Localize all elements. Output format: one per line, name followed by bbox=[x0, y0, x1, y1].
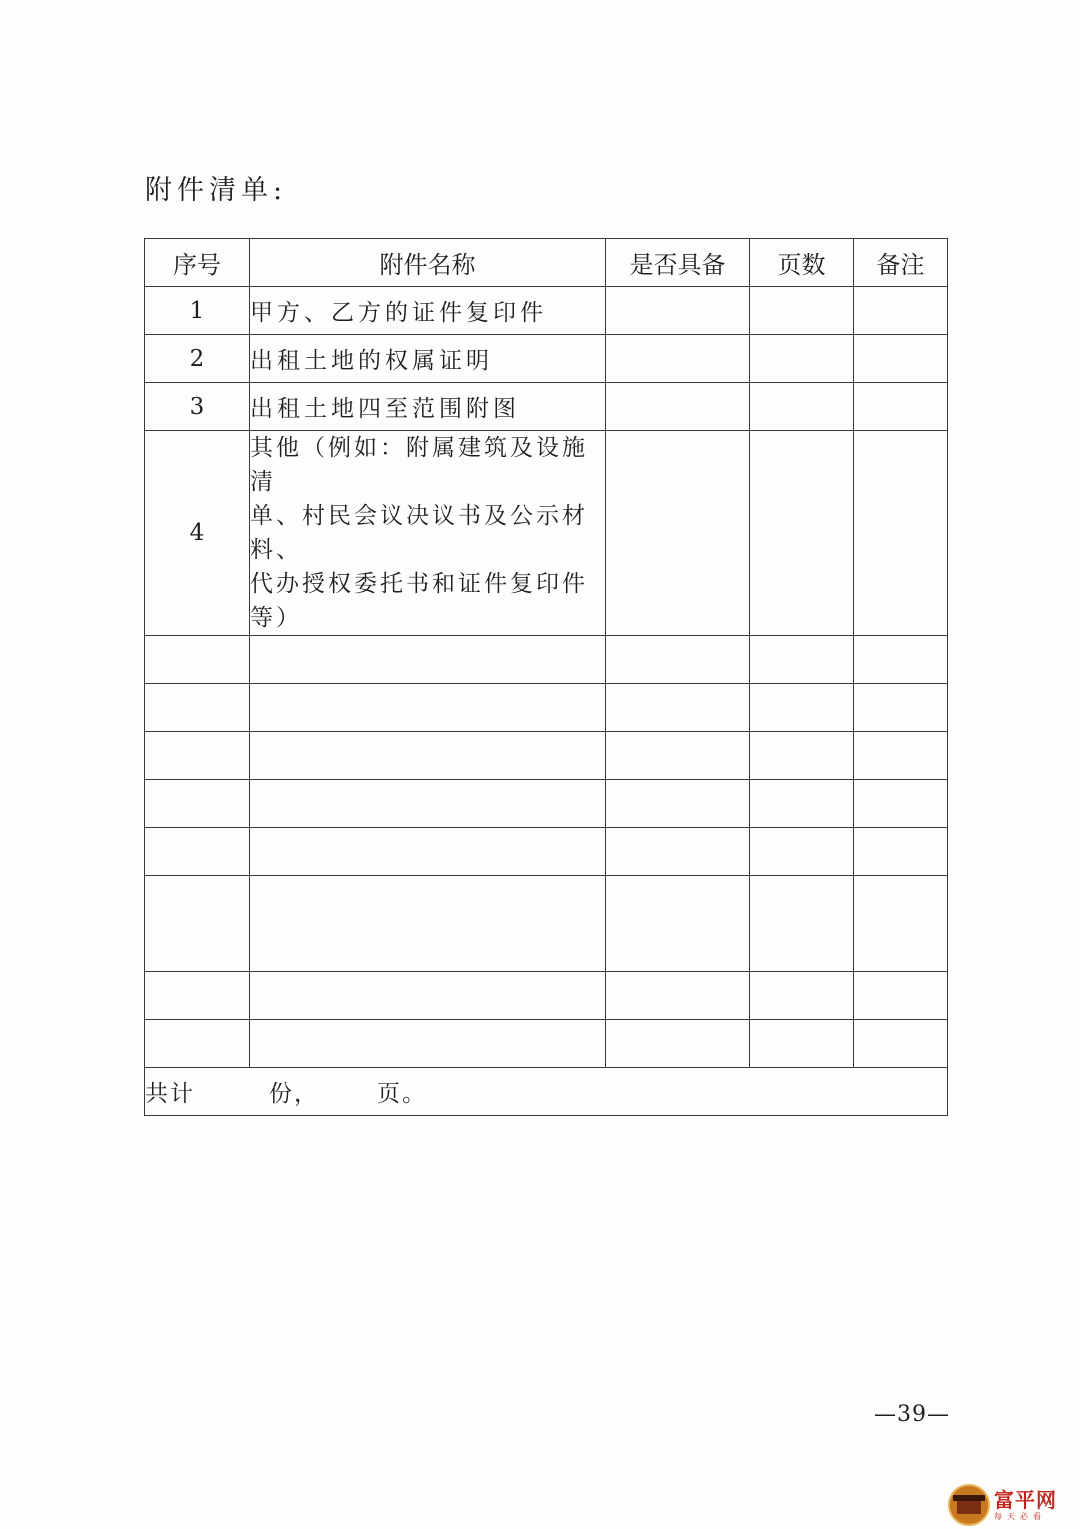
remarks-cell[interactable] bbox=[854, 383, 948, 431]
total-label: 共计 bbox=[145, 1081, 195, 1107]
header-page-count: 页数 bbox=[750, 239, 854, 287]
page-count-cell[interactable] bbox=[750, 287, 854, 335]
header-remarks: 备注 bbox=[854, 239, 948, 287]
attachment-name: 出租土地四至范围附图 bbox=[250, 383, 606, 431]
empty-row bbox=[145, 732, 948, 780]
empty-row bbox=[145, 684, 948, 732]
available-cell[interactable] bbox=[606, 383, 750, 431]
remarks-cell[interactable] bbox=[854, 335, 948, 383]
available-cell[interactable] bbox=[606, 335, 750, 383]
table-header-row bbox=[145, 239, 948, 287]
total-cell bbox=[145, 1068, 948, 1116]
table-row bbox=[145, 335, 948, 383]
header-available: 是否具备 bbox=[606, 239, 750, 287]
row-number: 2 bbox=[145, 335, 250, 383]
empty-row bbox=[145, 1020, 948, 1068]
attachment-table bbox=[144, 238, 948, 1116]
watermark-slogan: 每天必看 bbox=[994, 1511, 1046, 1521]
total-row bbox=[145, 1068, 948, 1116]
page-title: 附件清单: bbox=[145, 175, 288, 206]
attachment-name bbox=[250, 431, 606, 636]
row-number: 3 bbox=[145, 383, 250, 431]
empty-row bbox=[145, 780, 948, 828]
attachment-name: 出租土地的权属证明 bbox=[250, 335, 606, 383]
header-attachment-name: 附件名称 bbox=[250, 239, 606, 287]
attachment-name-line: 单、村民会议决议书及公示材料、 bbox=[250, 503, 588, 563]
empty-row bbox=[145, 636, 948, 684]
remarks-cell[interactable] bbox=[854, 287, 948, 335]
empty-row bbox=[145, 876, 948, 972]
page-count-cell[interactable] bbox=[750, 383, 854, 431]
attachment-name: 甲方、乙方的证件复印件 bbox=[250, 287, 606, 335]
watermark-logo bbox=[948, 1484, 1057, 1526]
table-row bbox=[145, 287, 948, 335]
table-row bbox=[145, 383, 948, 431]
page-count-cell[interactable] bbox=[750, 431, 854, 636]
header-seq: 序号 bbox=[145, 239, 250, 287]
row-number: 1 bbox=[145, 287, 250, 335]
row-number: 4 bbox=[145, 431, 250, 636]
available-cell[interactable] bbox=[606, 431, 750, 636]
available-cell[interactable] bbox=[606, 287, 750, 335]
attachment-name-line: 等） bbox=[250, 605, 302, 631]
watermark-name: 富平网 bbox=[994, 1487, 1057, 1512]
empty-row bbox=[145, 828, 948, 876]
attachment-name-line: 其他（例如：附属建筑及设施清 bbox=[250, 435, 588, 495]
empty-row bbox=[145, 972, 948, 1020]
page-number: —39— bbox=[874, 1402, 950, 1427]
remarks-cell[interactable] bbox=[854, 431, 948, 636]
page-count-cell[interactable] bbox=[750, 335, 854, 383]
building-icon bbox=[948, 1484, 990, 1526]
pages-label: 页。 bbox=[377, 1081, 427, 1107]
copies-label: 份， bbox=[269, 1081, 319, 1107]
attachment-name-line: 代办授权委托书和证件复印件 bbox=[250, 571, 588, 597]
table-row bbox=[145, 431, 948, 636]
